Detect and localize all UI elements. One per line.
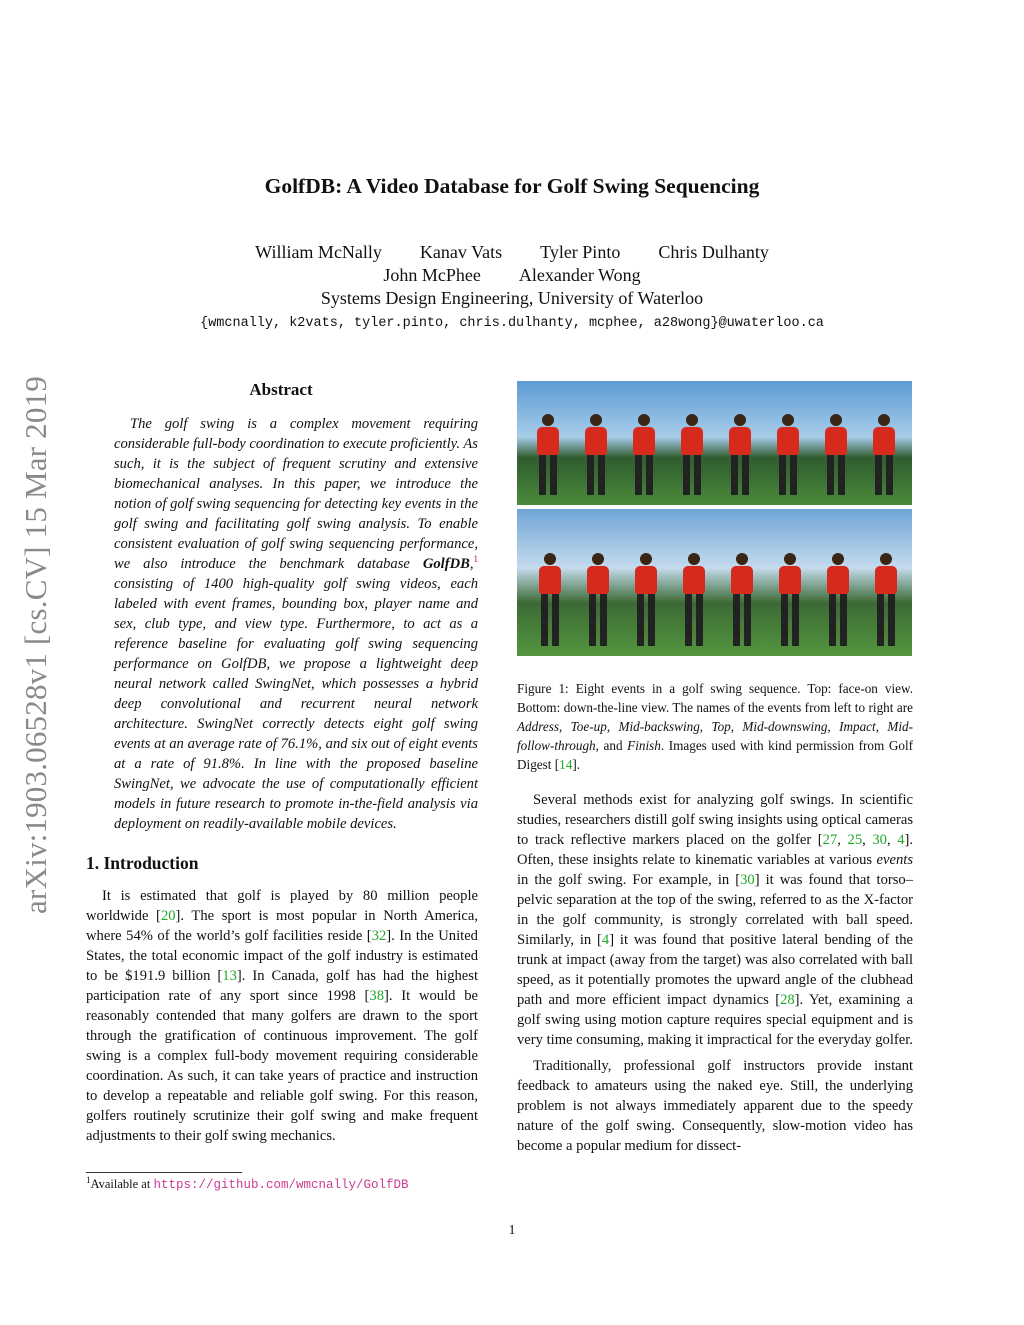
- golfer-figure: [539, 553, 561, 646]
- github-link[interactable]: https://github.com/wmcnally/GolfDB: [153, 1178, 409, 1192]
- citation-link[interactable]: 30: [872, 832, 887, 848]
- golfer-figure: [875, 553, 897, 646]
- event-name: Mid-follow-through: [517, 719, 913, 753]
- authors-line-1: [0, 242, 1024, 263]
- event-name: Mid-downswing: [742, 719, 828, 734]
- event-name: Toe-up: [570, 719, 607, 734]
- citation-link[interactable]: 4: [897, 832, 905, 848]
- golfer-figure: [635, 553, 657, 646]
- section-heading-introduction: 1. Introduction: [86, 853, 199, 873]
- page-number: 1: [508, 1223, 516, 1238]
- event-name: Address: [517, 719, 560, 734]
- affiliation: Systems Design Engineering, University of Waterloo: [320, 288, 704, 308]
- golfer-figure: [779, 553, 801, 646]
- citation-link[interactable]: 13: [222, 968, 237, 984]
- figure-caption: Figure 1: Eight events in a golf swing sequence. Top: face-on view. Bottom: down-the-line view. The names of the events from left to right are Address, Toe-up, Mid-backswing, Top, Mid-downswing, Impact, Mid-follow-through, and Finish. Images used with kind permission from Golf Digest [14].: [517, 681, 914, 772]
- golfer-figure: [587, 553, 609, 646]
- citation-link[interactable]: 30: [740, 872, 755, 888]
- face-on-view-photo: [517, 381, 912, 505]
- author-name: Alexander Wong: [518, 265, 641, 285]
- citation-link[interactable]: 25: [847, 832, 863, 848]
- event-name: Mid-backswing: [618, 719, 700, 734]
- golfer-figure: [585, 414, 607, 495]
- arxiv-id: arXiv:1903.06528v1 [cs.CV] 15 Mar 2019: [18, 376, 54, 914]
- citation-link[interactable]: 38: [369, 988, 385, 1004]
- arxiv-sidebar-stamp: [12, 345, 60, 945]
- body-paragraph: Several methods exist for analyzing golf swings. In scientific studies, researchers distill golf swing insights using optical cameras to track reflective markers placed on the golfer [27, 25, 30, 4]. Often, these insights relate to kinematic variables at various events in the golf swing. For example, in [30] it was found that torso–pelvic separation at the top of the swing, referred to as the X-factor in the golf community, is strongly correlated with ball speed. Similarly, in [4] it was found that positive lateral bending of the trunk at impact (away from the target) was also correlated with ball speed, as it potentially promotes the upward angle of the clubhead path and more efficient impact dynamics [28]. Yet, examining a golf swing using motion capture requires special equipment and is very time consuming, making it impractical for the everyday golfer.: [517, 792, 914, 1048]
- body-paragraph: Traditionally, professional golf instructors provide instant feedback to amateurs using the naked eye. Still, the underlying problem is not always immediately apparent due to the speedy nature of the golf swing. Consequently, slow-motion video has become a popular medium for dissect-: [517, 1058, 913, 1154]
- figure-golf-swing-sequence: [517, 381, 912, 656]
- citation-link[interactable]: 27: [822, 832, 838, 848]
- author-name: John McPhee: [383, 265, 481, 285]
- introduction-paragraph: It is estimated that golf is played by 80 million people worldwide [20]. The sport is most popular in North America, where 54% of the world’s golf facilities reside [32]. In the United States, the total economic impact of the golf industry is estimated to be $191.9 billion [13]. In Canada, golf has had the highest participation rate of any sport since 1998 [38]. It would be reasonably contended that many golfers are drawn to the sport through the gratification of continuous improvement. The golf swing is a complex full-body movement requiring considerable coordination. As such, it can take years of practice and instruction to develop a repeatable and reliable golf swing. For this reason, golfers routinely scrutinize their golf swing and make frequent adjustments to their golf swing mechanics.: [86, 888, 479, 1144]
- citation-link[interactable]: 20: [160, 908, 176, 924]
- citation-link[interactable]: 14: [559, 757, 573, 772]
- citation-link[interactable]: 28: [780, 992, 795, 1008]
- author-name: William McNally: [255, 242, 382, 262]
- paper-title: GolfDB: A Video Database for Golf Swing Sequencing: [264, 174, 760, 198]
- footnote-reference[interactable]: 1: [473, 554, 478, 565]
- abstract-text: The golf swing is a complex movement requiring considerable full-body coordination to execute proficiently. As such, it is the subject of frequent scrutiny and extensive biomechanical analyses. In this paper, we introduce the notion of golf swing sequencing for detecting key events in the golf swing and facilitating golf swing analysis. To enable consistent evaluation of golf swing sequencing performance, we also introduce the benchmark database GolfDB,$^1$ consisting of 1400 high-quality golf swing videos, each labeled with event frames, bounding box, player name and sex, club type, and view type. Furthermore, to act as a reference baseline for evaluating golf swing sequencing performance on GolfDB, we propose a lightweight deep neural network called SwingNet, which possesses a hybrid deep convolutional and recurrent neural network architecture. SwingNet correctly detects eight golf swing events at an average rate of 76.1%, and six out of eight events at a rate of 91.8%. In line with the proposed baseline SwingNet, we advocate the use of computationally efficient models in future research to promote in-the-field analysis via deployment on readily-available mobile devices.: [114, 416, 478, 832]
- event-name: Top: [711, 719, 731, 734]
- golfer-figure: [729, 414, 751, 495]
- footnote-divider: [86, 1172, 242, 1173]
- event-name: Impact: [839, 719, 876, 734]
- golfer-figure: [681, 414, 703, 495]
- introduction-column: [86, 886, 478, 1146]
- golfer-figure: [537, 414, 559, 495]
- down-the-line-view-photo: [517, 509, 912, 656]
- golfer-figure: [633, 414, 655, 495]
- right-column-text: [517, 790, 913, 1156]
- golfdb-term: GolfDB: [422, 556, 470, 572]
- event-name: Finish: [627, 738, 661, 753]
- golfer-figure: [777, 414, 799, 495]
- golfer-figure: [825, 414, 847, 495]
- author-name: Chris Dulhanty: [658, 242, 769, 262]
- abstract-heading: Abstract: [249, 380, 313, 399]
- author-name: Kanav Vats: [419, 242, 503, 262]
- author-emails: {wmcnally, k2vats, tyler.pinto, chris.dulhanty, mcphee, a28wong}@uwaterloo.ca: [200, 316, 824, 331]
- footnote: $^1$Available at https://github.com/wmcnally/GolfDB: [86, 1174, 409, 1192]
- citation-link[interactable]: 4: [601, 932, 610, 948]
- footnote-mark: 1: [86, 1174, 91, 1185]
- author-name: Tyler Pinto: [540, 242, 621, 262]
- golfer-figure: [827, 553, 849, 646]
- golfer-figure: [731, 553, 753, 646]
- golfer-figure: [683, 553, 705, 646]
- authors-line-2: [0, 265, 1024, 286]
- golfer-figure: [873, 414, 895, 495]
- citation-link[interactable]: 32: [371, 928, 387, 944]
